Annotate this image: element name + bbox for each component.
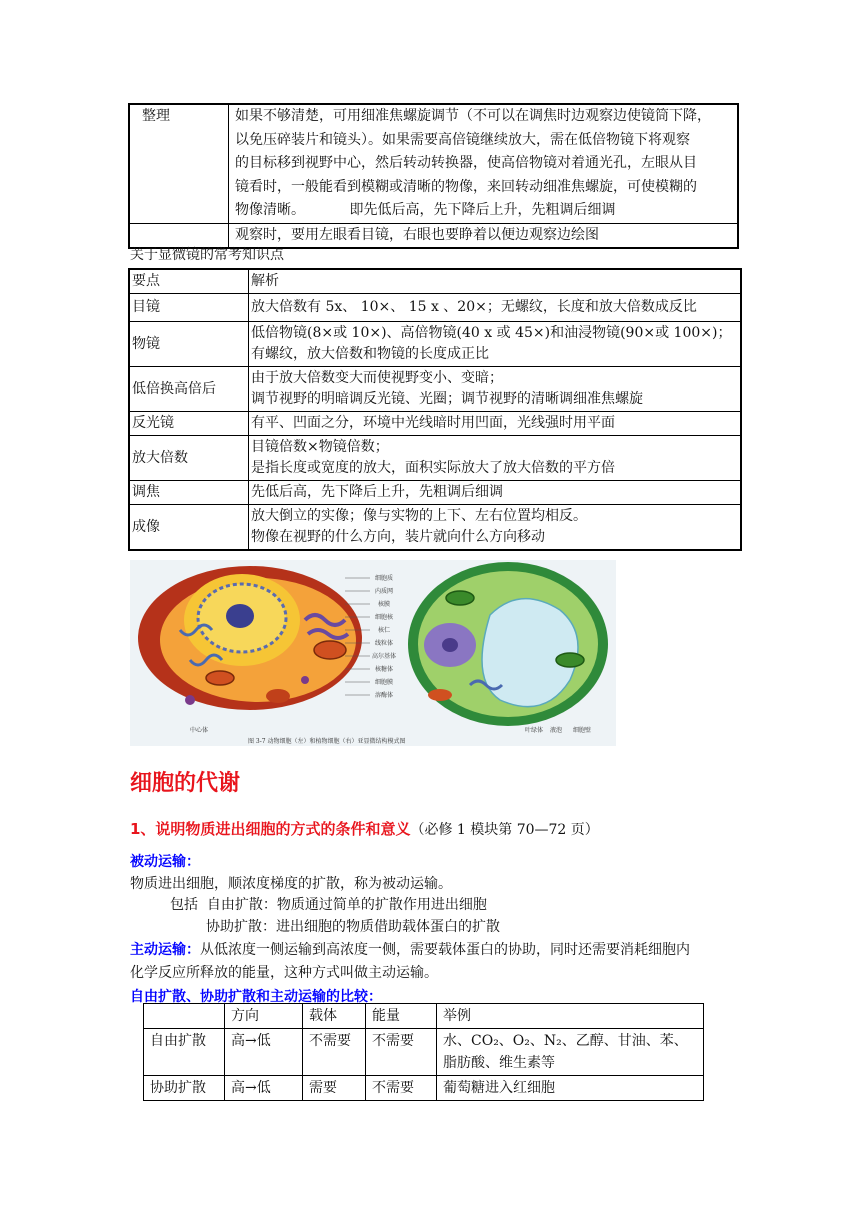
row-energy: 不需要: [366, 1029, 437, 1076]
observation-note: 观察时，要用左眼看目镜，右眼也要睁着以便边观察边绘图: [229, 223, 739, 248]
cell-diagram: [130, 560, 616, 746]
row-example: [437, 1029, 704, 1076]
procedure-line: 物像清晰。 即先低后高，先下降后上升，先粗调后细调: [235, 202, 616, 218]
procedure-line: 的目标移到视野中心，然后转动转换器，使高倍物镜对着通光孔，左眼从目: [235, 155, 697, 171]
animal-cell-illustration: [138, 566, 362, 710]
includes-label: 包括: [170, 897, 198, 913]
procedure-label: 整理: [129, 104, 229, 223]
procedure-line: 如果不够清楚，可用细准焦螺旋调节（不可以在调焦时边观察边使镜筒下降，: [235, 108, 711, 124]
table-row: [129, 481, 741, 505]
row-value: [249, 322, 742, 367]
header-cell: 举例: [437, 1004, 704, 1029]
label-mitochondria: 线粒体: [374, 640, 394, 647]
label-vacuole: 液泡: [550, 727, 563, 734]
subsection-heading: [130, 818, 599, 839]
passive-definition: 物质进出细胞，顺浓度梯度的扩散，称为被动运输。: [130, 876, 452, 892]
row-line: 放大倒立的实像；像与实物的上下、左右位置均相反。: [251, 508, 587, 524]
header-cell: 要点: [129, 269, 249, 294]
table-row: [129, 367, 741, 412]
row-line: 调节视野的明暗调反光镜、光圈；调节视野的清晰调细准焦螺旋: [251, 391, 643, 407]
active-transport-paragraph: [130, 939, 740, 962]
row-line: 低倍物镜(8×或 10×)、高倍物镜(40 x 或 45×)和油浸物镜(90×或 100×)；: [251, 325, 732, 341]
procedure-line: 镜看时，一般能看到模糊或清晰的物像，来回转动细准焦螺旋，可使模糊的: [235, 178, 697, 195]
header-cell: 解析: [249, 269, 742, 294]
plant-cell-illustration: [408, 562, 608, 726]
row-name: 协助扩散: [144, 1076, 225, 1101]
row-carrier: 需要: [303, 1076, 366, 1101]
table-row: [144, 1029, 704, 1076]
row-name: 自由扩散: [144, 1029, 225, 1076]
subsection-title: 1、说明物质进出细胞的方式的条件和意义: [130, 820, 411, 838]
row-line: 物像在视野的什么方向，装片就向什么方向移动: [251, 529, 545, 545]
table-row: [144, 1076, 704, 1101]
header-cell: 载体: [303, 1004, 366, 1029]
label-ribosome: 核糖体: [374, 666, 394, 673]
row-value: 有平、凹面之分，环境中光线暗时用凹面，光线强时用平面: [249, 412, 742, 436]
row-value: [249, 436, 742, 481]
cell-diagram-figure: [130, 560, 616, 746]
row-energy: 不需要: [366, 1076, 437, 1101]
table-row: [129, 322, 741, 367]
row-value: [249, 367, 742, 412]
table-header-row: [144, 1004, 704, 1029]
label-chloroplast: 叶绿体: [525, 727, 544, 734]
label-lysosome: 溶酶体: [374, 692, 394, 699]
row-line: 目镜倍数×物镜倍数；: [251, 439, 389, 455]
header-cell: [144, 1004, 225, 1029]
row-key: 放大倍数: [129, 436, 249, 481]
header-cell: 方向: [225, 1004, 303, 1029]
label-er: 内质网: [374, 588, 394, 595]
table-row: [129, 436, 741, 481]
label-centrosome: 中心体: [190, 727, 209, 734]
procedure-table: [128, 103, 739, 249]
table-row: [129, 505, 741, 551]
facilitated-diffusion-def: 协助扩散：进出细胞的物质借助载体蛋白的扩散: [206, 919, 500, 935]
free-diffusion-def: 自由扩散：物质通过简单的扩散作用进出细胞: [206, 897, 487, 913]
active-heading: 主动运输：: [130, 942, 200, 958]
example-line: 水、CO₂、O₂、N₂、乙醇、甘油、苯、: [443, 1033, 688, 1049]
active-line2: 化学反应所释放的能量，这种方式叫做主动运输。: [130, 965, 438, 981]
label-golgi: 高尔基体: [371, 653, 397, 660]
row-key: 成像: [129, 505, 249, 551]
row-key: 目镜: [129, 294, 249, 322]
row-line: 由于放大倍数变大而使视野变小、变暗；: [251, 370, 503, 386]
label-cytoplasm: 细胞质: [374, 575, 394, 582]
row-key: 低倍换高倍后: [129, 367, 249, 412]
row-carrier: 不需要: [303, 1029, 366, 1076]
table-header-row: [129, 269, 741, 294]
subsection-ref: （必修 1 模块第 70—72 页）: [410, 822, 599, 838]
label-cell-membrane: 细胞膜: [374, 679, 394, 686]
passive-heading: 被动运输：: [130, 854, 200, 870]
example-line: 脂肪酸、维生素等: [443, 1055, 555, 1071]
row-key: 调焦: [129, 481, 249, 505]
row-direction: 高→低: [225, 1076, 303, 1101]
row-example: 葡萄糖进入红细胞: [437, 1076, 704, 1101]
transport-comparison-table: [143, 1003, 704, 1101]
passive-includes: [170, 894, 487, 917]
figure-caption: 图 3-7 动物细胞（左）和植物细胞（右）亚显微结构模式图: [248, 738, 406, 745]
table-row: [129, 412, 741, 436]
row-key: 物镜: [129, 322, 249, 367]
header-cell: 能量: [366, 1004, 437, 1029]
label-nucleus: 细胞核: [374, 614, 394, 621]
row-direction: 高→低: [225, 1029, 303, 1076]
comparison-heading: 自由扩散、协助扩散和主动运输的比较：: [130, 989, 382, 1005]
microscope-knowledge-table: [128, 268, 742, 551]
row-value: 先低后高，先下降后上升，先粗调后细调: [249, 481, 742, 505]
procedure-line: 以免压碎装片和镜头）。如果需要高倍镜继续放大，需在低倍物镜下将观察: [235, 131, 690, 148]
label-nucleolus: 核仁: [377, 627, 391, 634]
knowledge-caption: 关于显微镜的常考知识点: [130, 247, 284, 263]
section-title: 细胞的代谢: [130, 771, 241, 796]
procedure-text: [229, 104, 739, 223]
row-line: 有螺纹，放大倍数和物镜的长度成正比: [251, 346, 489, 362]
label-nuclear-envelope: 核膜: [377, 601, 391, 608]
row-key: 反光镜: [129, 412, 249, 436]
row-value: [249, 505, 742, 551]
label-cell-wall: 细胞壁: [573, 727, 592, 734]
row-line: 是指长度或宽度的放大，面积实际放大了放大倍数的平方倍: [251, 460, 615, 476]
active-line1: 从低浓度一侧运输到高浓度一侧，需要载体蛋白的协助，同时还需要消耗细胞内: [200, 942, 690, 958]
table-row: [129, 294, 741, 322]
row-value: 放大倍数有 5x、 10×、 15 x 、20×；无螺纹，长度和放大倍数成反比: [249, 294, 742, 322]
